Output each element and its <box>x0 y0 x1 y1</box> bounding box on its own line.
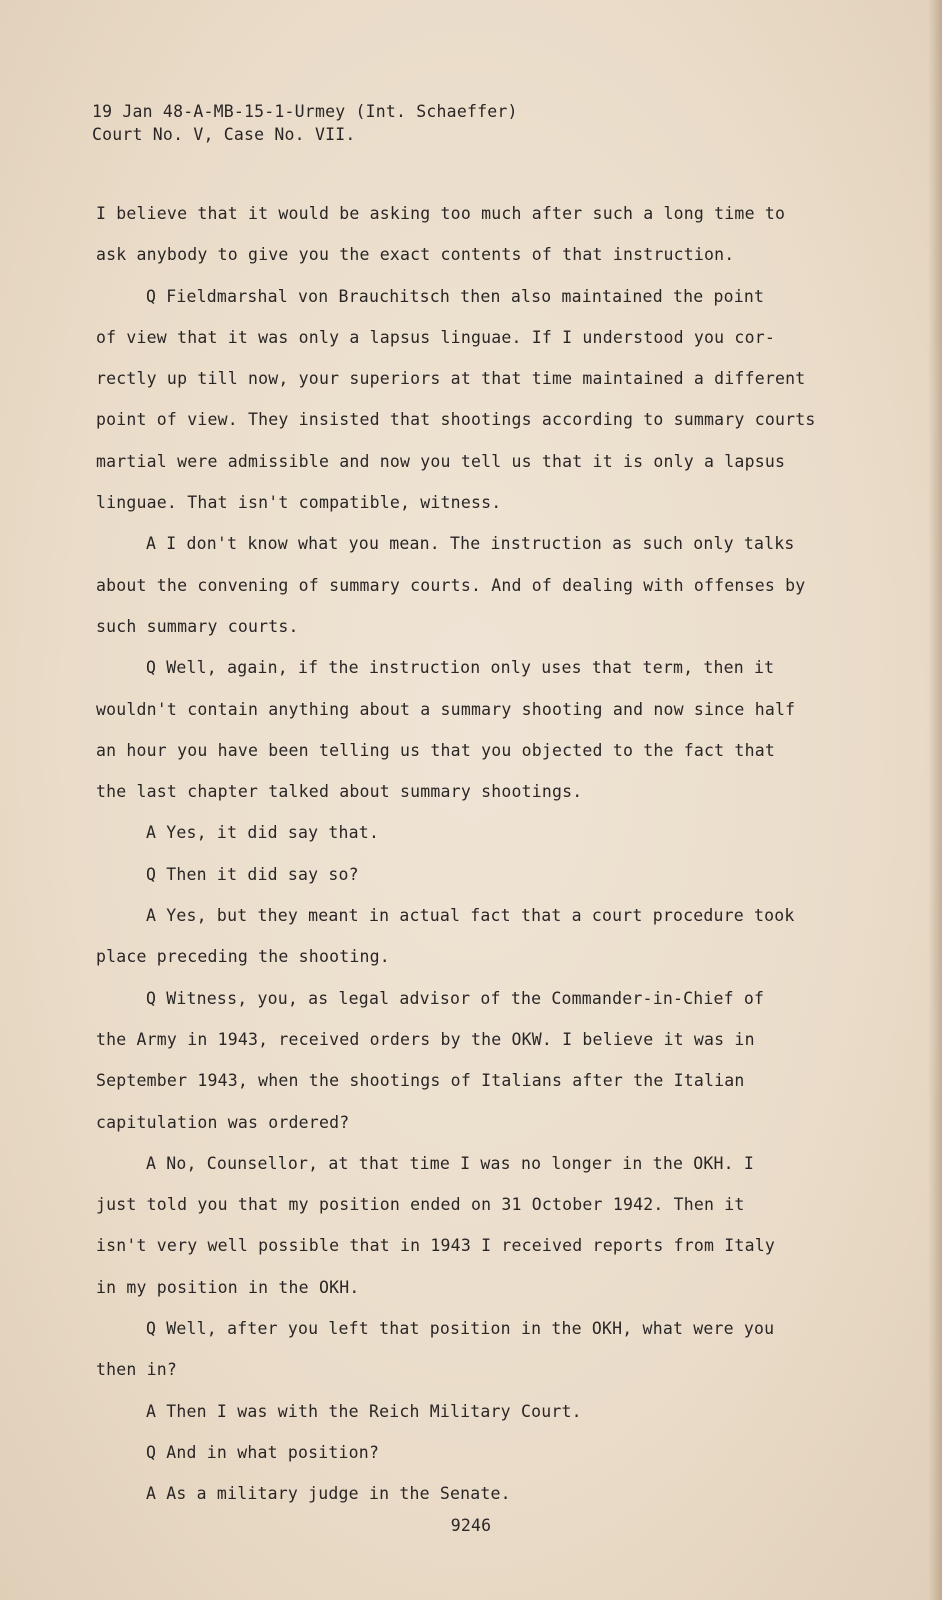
header-line-1: 19 Jan 48-A-MB-15-1-Urmey (Int. Schaeffer) <box>92 102 518 121</box>
transcript-line: place preceding the shooting. <box>96 947 390 967</box>
transcript-line: Q Well, again, if the instruction only uses that term, then it <box>146 658 775 678</box>
transcript-line: the last chapter talked about summary shootings. <box>96 782 583 802</box>
transcript-line: Q Well, after you left that position in the OKH, what were you <box>146 1319 775 1339</box>
transcript-line: rectly up till now, your superiors at that time maintained a different <box>96 369 806 389</box>
transcript-line: linguae. That isn't compatible, witness. <box>96 493 502 513</box>
transcript-line: capitulation was ordered? <box>96 1112 350 1132</box>
transcript-line: A Then I was with the Reich Military Court. <box>146 1401 582 1421</box>
transcript-line: A As a military judge in the Senate. <box>146 1484 511 1504</box>
transcript-line: then in? <box>96 1360 178 1380</box>
transcript-line: A Yes, but they meant in actual fact that a court procedure took <box>146 906 795 926</box>
transcript-line: isn't very well possible that in 1943 I received reports from Italy <box>96 1236 775 1256</box>
transcript-line: wouldn't contain anything about a summary shooting and now since half <box>96 699 796 719</box>
transcript-line: Q Then it did say so? <box>146 864 359 884</box>
transcript-line: Q Witness, you, as legal advisor of the Commander-in-Chief of <box>146 988 765 1008</box>
transcript-line: A Yes, it did say that. <box>146 823 380 843</box>
transcript-line: of view that it was only a lapsus linguae. If I understood you cor- <box>96 327 775 347</box>
page-number: 9246 <box>450 1516 492 1535</box>
transcript-line: point of view. They insisted that shootings according to summary courts <box>96 410 816 430</box>
header-line-2: Court No. V, Case No. VII. <box>92 125 356 144</box>
paper-edge-shadow <box>928 0 942 1600</box>
transcript-line: Q Fieldmarshal von Brauchitsch then also maintained the point <box>146 286 765 306</box>
transcript-line: about the convening of summary courts. And of dealing with offenses by <box>96 575 806 595</box>
transcript-line: just told you that my position ended on 31 October 1942. Then it <box>96 1195 745 1215</box>
transcript-body <box>96 201 836 1523</box>
transcript-line: the Army in 1943, received orders by the OKW. I believe it was in <box>96 1029 755 1049</box>
transcript-line: martial were admissible and now you tell us that it is only a lapsus <box>96 451 786 471</box>
transcript-line: in my position in the OKH. <box>96 1277 360 1297</box>
transcript-line: ask anybody to give you the exact contents of that instruction. <box>96 245 735 265</box>
transcript-line: September 1943, when the shootings of Italians after the Italian <box>96 1071 745 1091</box>
transcript-line: an hour you have been telling us that you objected to the fact that <box>96 740 775 760</box>
transcript-line: such summary courts. <box>96 616 299 636</box>
transcript-line: A No, Counsellor, at that time I was no longer in the OKH. I <box>146 1153 755 1173</box>
transcript-line: A I don't know what you mean. The instruction as such only talks <box>146 534 795 554</box>
document-header <box>92 100 518 146</box>
transcript-line: I believe that it would be asking too much after such a long time to <box>96 204 786 223</box>
transcript-line: Q And in what position? <box>146 1442 380 1462</box>
